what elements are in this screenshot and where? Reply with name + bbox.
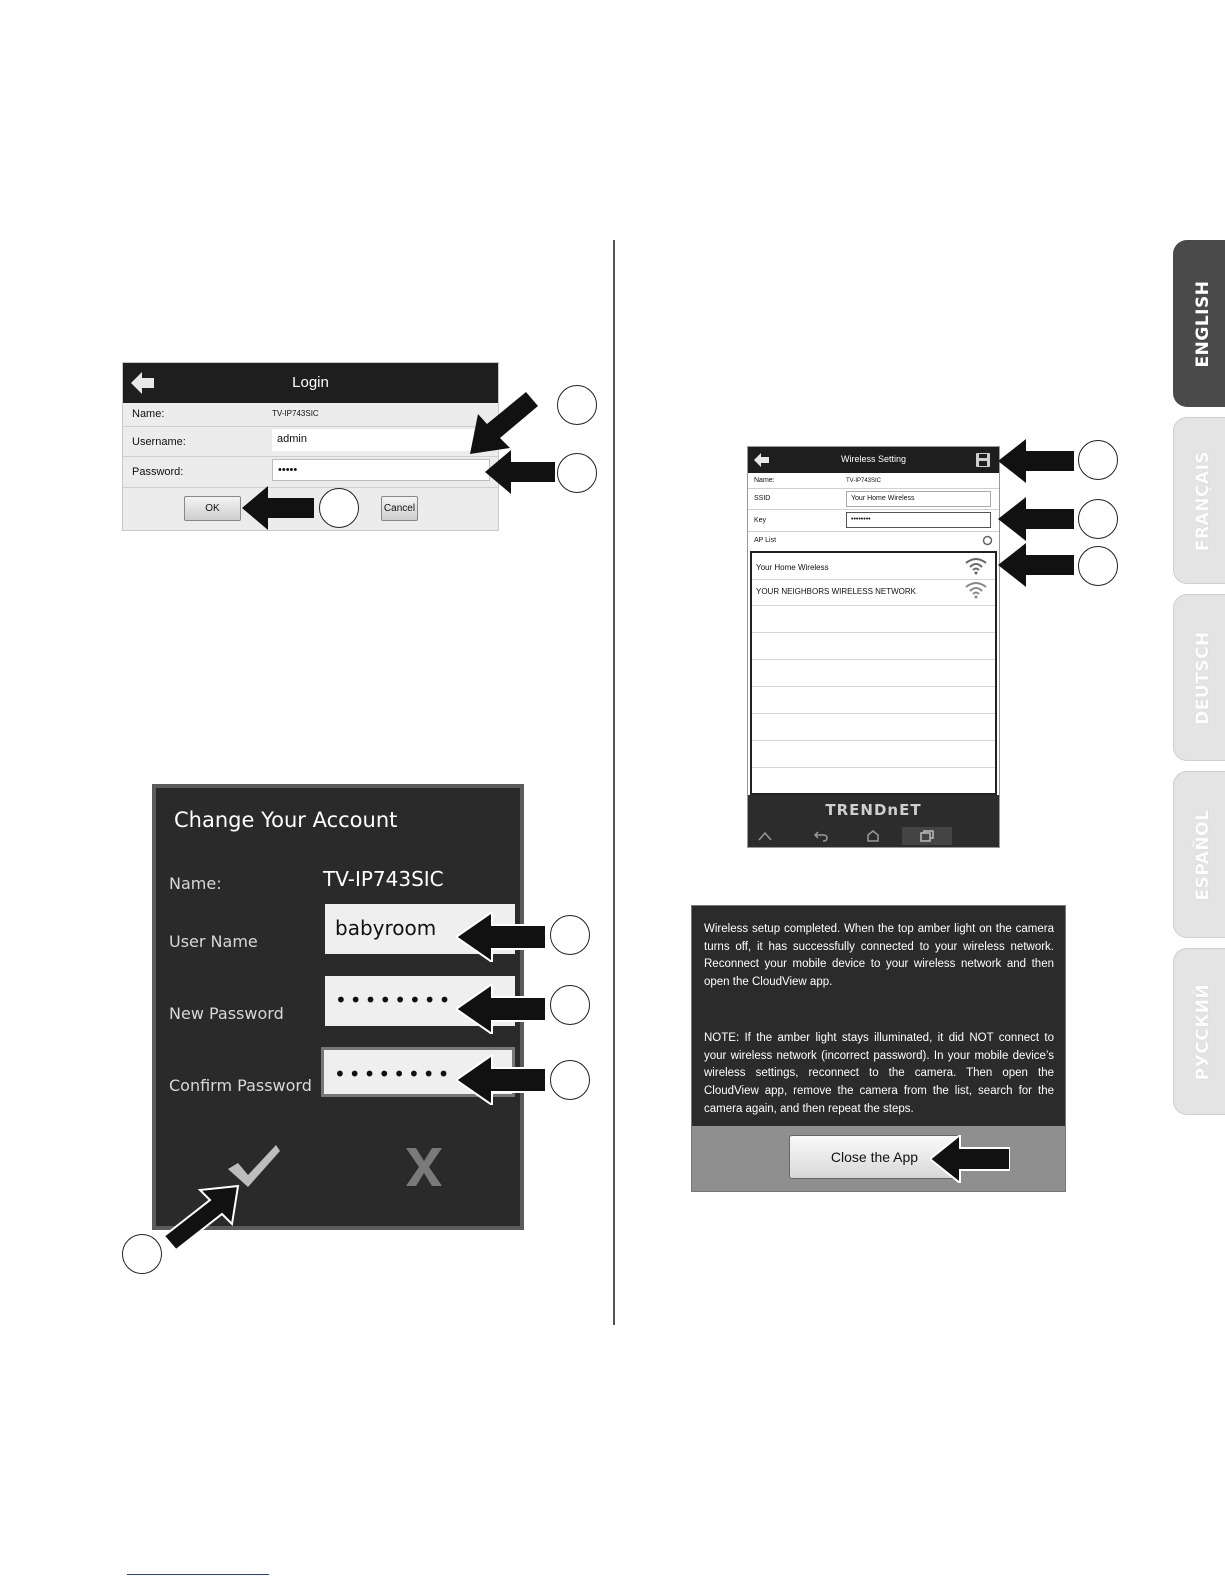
tab-francais[interactable] xyxy=(1173,417,1225,584)
pointer-arrow-icon xyxy=(242,486,314,530)
pointer-arrow-icon xyxy=(930,1135,1010,1183)
tab-russian-label: РУССКИЙ xyxy=(1193,983,1213,1080)
tab-english-label: ENGLISH xyxy=(1193,280,1213,367)
tab-francais-label: FRANÇAIS xyxy=(1193,450,1213,551)
step-circle xyxy=(1078,546,1118,586)
pointer-arrow-icon xyxy=(456,984,546,1034)
tab-espanol[interactable] xyxy=(1173,771,1225,938)
ssid-label: SSID xyxy=(754,495,771,502)
account-name-label: Name: xyxy=(169,874,222,893)
pointer-arrow-icon xyxy=(470,392,540,454)
ap-list-label: AP List xyxy=(754,537,777,544)
confirm-password-input[interactable]: •••••••• xyxy=(321,1047,515,1097)
ap-list-item[interactable]: Your Home Wireless xyxy=(756,563,829,572)
completion-message: Wireless setup completed. When the top amber light on the camera turns off, it has successfully connected to your wireless network. Reconnect your mobile device to your wireless network and then open the CloudView app. xyxy=(704,923,1054,989)
step-circle xyxy=(122,1234,162,1274)
login-name-label: Name: xyxy=(132,408,165,420)
list-separator xyxy=(752,713,995,714)
ok-button[interactable]: OK xyxy=(184,496,241,521)
pointer-arrow-icon xyxy=(998,497,1074,541)
nav-back-icon[interactable] xyxy=(814,830,828,842)
wireless-title-bar xyxy=(748,447,999,473)
row-separator xyxy=(123,426,498,427)
list-separator xyxy=(752,605,995,606)
step-circle xyxy=(550,915,590,955)
account-name-value: TV-IP743SIC xyxy=(323,867,444,891)
nav-up-icon[interactable] xyxy=(758,831,772,841)
list-separator xyxy=(752,632,995,633)
tab-deutsch[interactable] xyxy=(1173,594,1225,761)
wireless-name-label: Name: xyxy=(754,477,775,484)
username-label: Username: xyxy=(132,436,186,448)
login-name-value: TV-IP743SIC xyxy=(272,409,319,418)
list-separator xyxy=(752,740,995,741)
pointer-arrow-icon xyxy=(160,1184,240,1252)
cancel-button[interactable]: Cancel xyxy=(381,496,418,521)
step-circle xyxy=(557,453,597,493)
pointer-arrow-icon xyxy=(998,543,1074,587)
row-separator xyxy=(748,488,999,489)
tab-deutsch-label: DEUTSCH xyxy=(1193,630,1213,725)
close-x-icon[interactable] xyxy=(404,1146,444,1188)
wifi-signal-icon xyxy=(964,581,988,599)
column-divider xyxy=(613,240,615,1325)
nav-home-icon[interactable] xyxy=(866,830,880,842)
pointer-arrow-icon xyxy=(998,439,1074,483)
step-circle xyxy=(550,985,590,1025)
new-password-label: New Password xyxy=(169,1004,284,1023)
completion-note: NOTE: If the amber light stays illuminated, it did NOT connect to your wireless network (incorrect password). In your mobile device’s wireless settings, reconnect to the camera. Then open the CloudView app, remove the camera from the list, search for the camera again, and then repeat the steps. xyxy=(704,1032,1054,1115)
confirm-password-label: Confirm Password xyxy=(169,1076,312,1095)
pointer-arrow-icon xyxy=(456,1055,546,1105)
password-label: Password: xyxy=(132,466,184,478)
step-circle xyxy=(1078,440,1118,480)
android-footer xyxy=(748,795,999,847)
tab-russian[interactable] xyxy=(1173,948,1225,1115)
login-title-bar xyxy=(123,363,498,403)
ap-list xyxy=(750,551,997,795)
list-separator xyxy=(752,659,995,660)
new-password-input[interactable]: •••••••• xyxy=(325,976,515,1026)
row-separator xyxy=(123,456,498,457)
password-input[interactable]: ••••• xyxy=(272,459,490,481)
user-name-label: User Name xyxy=(169,932,258,951)
account-title: Change Your Account xyxy=(174,808,398,832)
footer-underline xyxy=(127,1574,269,1575)
step-circle xyxy=(550,1060,590,1100)
wifi-signal-icon xyxy=(964,557,988,575)
list-separator xyxy=(752,686,995,687)
user-name-input[interactable]: babyroom xyxy=(325,904,515,954)
step-circle xyxy=(557,385,597,425)
wireless-setting-screen xyxy=(747,446,1000,848)
nav-recent-icon[interactable] xyxy=(920,830,934,842)
pointer-arrow-icon xyxy=(456,912,546,962)
step-circle xyxy=(319,488,359,528)
tab-espanol-label: ESPAÑOL xyxy=(1193,809,1213,900)
pointer-arrow-icon xyxy=(485,450,555,494)
refresh-icon[interactable] xyxy=(982,535,993,546)
trendnet-logo: TRENDnET xyxy=(825,801,922,819)
key-input[interactable]: •••••••• xyxy=(846,512,991,528)
save-icon[interactable] xyxy=(976,453,990,467)
row-separator xyxy=(748,509,999,510)
step-circle xyxy=(1078,499,1118,539)
key-label: Key xyxy=(754,517,767,524)
list-separator xyxy=(752,579,995,580)
row-separator xyxy=(748,531,999,532)
login-title: Login xyxy=(292,374,329,391)
tab-english[interactable] xyxy=(1173,240,1225,407)
ap-list-item[interactable]: YOUR NEIGHBORS WIRELESS NETWORK xyxy=(756,587,917,596)
wireless-name-value: TV-IP743SIC xyxy=(846,478,882,484)
checkmark-icon[interactable] xyxy=(226,1143,282,1189)
ssid-input[interactable]: Your Home Wireless xyxy=(846,491,991,507)
close-app-button[interactable]: Close the App xyxy=(789,1135,960,1179)
username-input[interactable]: admin xyxy=(272,429,490,451)
wireless-title: Wireless Setting xyxy=(840,454,907,464)
list-separator xyxy=(752,767,995,768)
